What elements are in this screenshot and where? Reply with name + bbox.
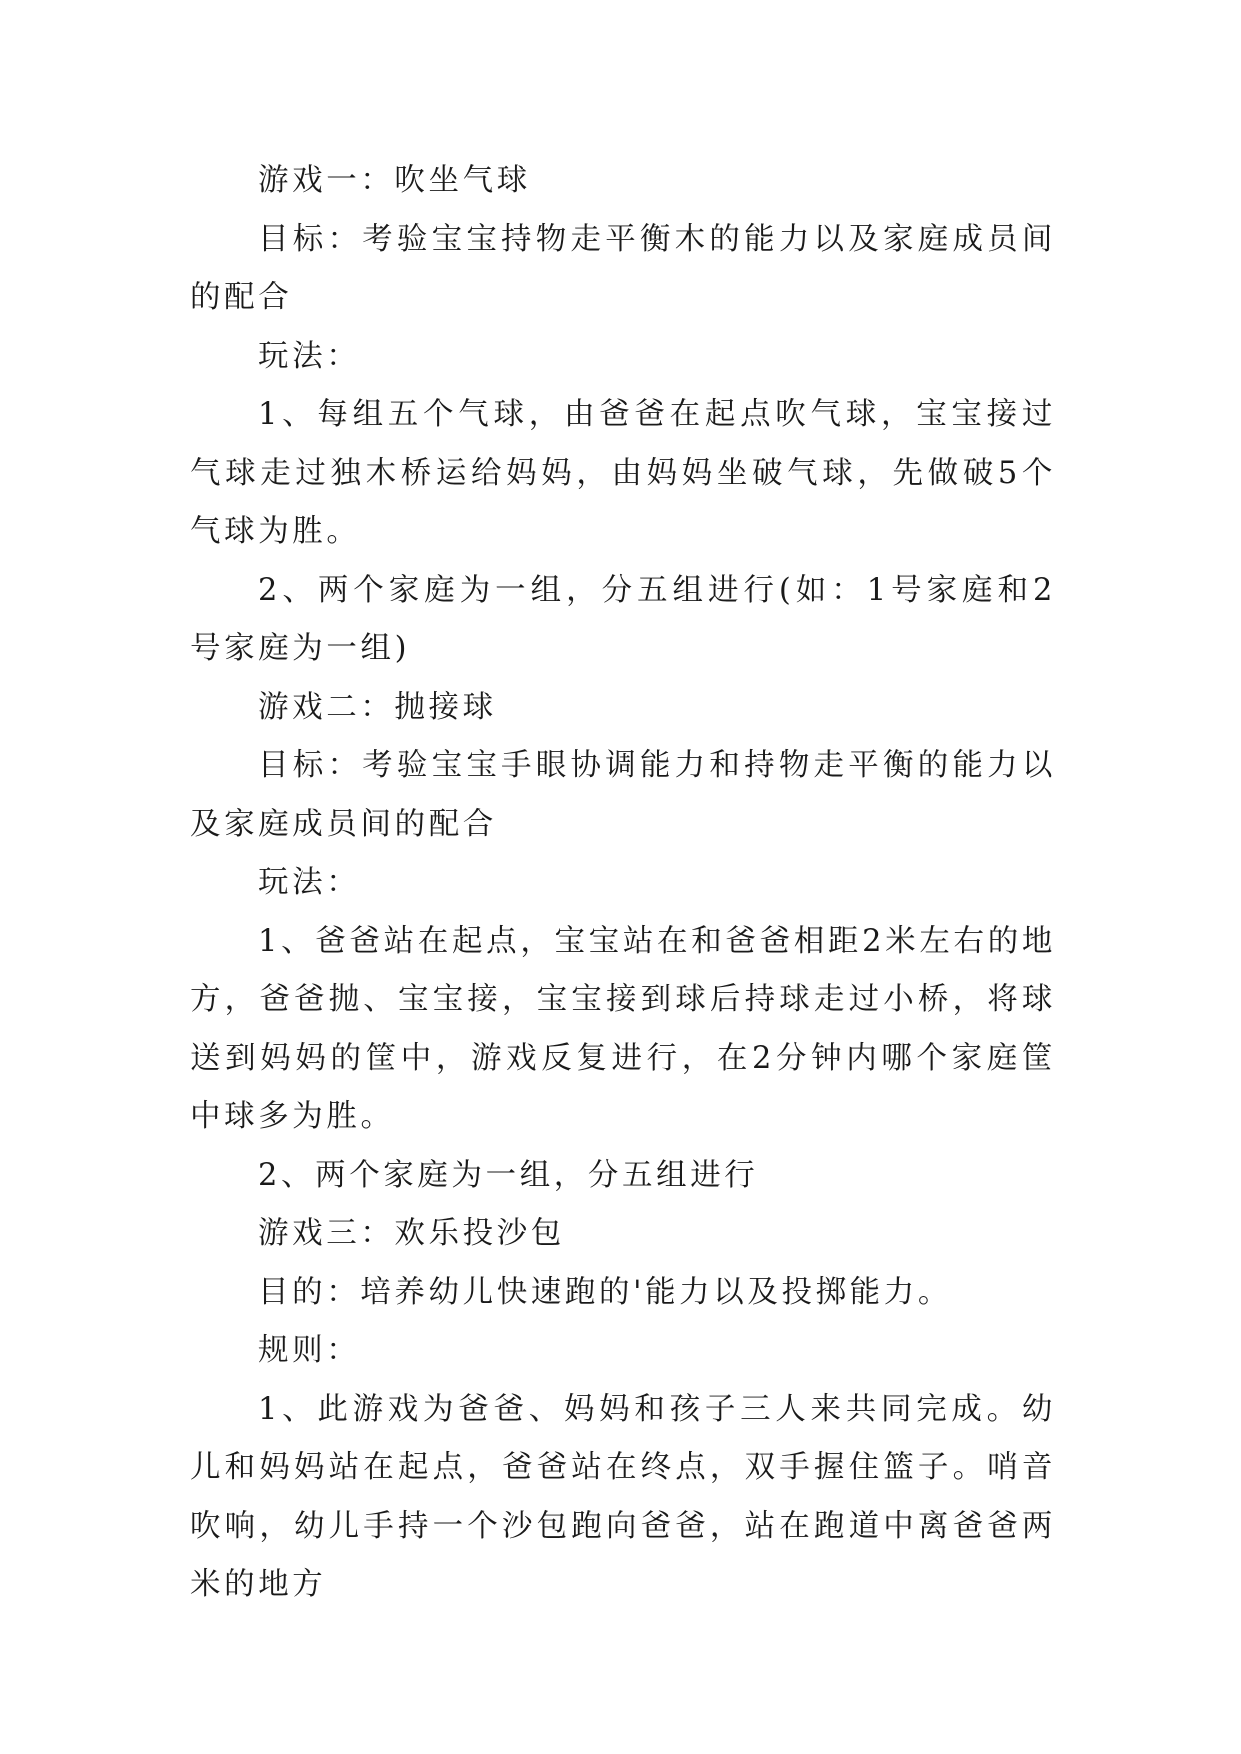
heading-game-2: 游戏二：抛接球 <box>258 689 497 725</box>
game-2-rule-2: 2、两个家庭为一组，分五组进行 <box>258 1157 759 1193</box>
game-1-goal: 目标：考验宝宝持物走平衡木的能力以及家庭成员间的配合 <box>190 221 1056 315</box>
game-3-rules-label: 规则： <box>258 1333 361 1368</box>
game-1-method-label: 玩法： <box>258 338 361 374</box>
game-2-goal: 目标：考验宝宝手眼协调能力和持物走平衡的能力以及家庭成员间的配合 <box>190 748 1056 842</box>
game-3-purpose: 目的：培养幼儿快速跑的'能力以及投掷能力。 <box>258 1274 952 1310</box>
game-1-rule-2: 2、两个家庭为一组，分五组进行(如：1号家庭和2号家庭为一组) <box>190 572 1056 666</box>
game-2-rule-1: 1、爸爸站在起点，宝宝站在和爸爸相距2米左右的地方，爸爸抛、宝宝接，宝宝接到球后持球走过小桥，将球送到妈妈的筐中，游戏反复进行，在2分钟内哪个家庭筐中球多为胜。 <box>190 923 1056 1134</box>
document-body <box>190 152 1056 1615</box>
heading-game-1: 游戏一：吹坐气球 <box>258 163 531 198</box>
game-1-rule-1: 1、每组五个气球，由爸爸在起点吹气球，宝宝接过气球走过独木桥运给妈妈，由妈妈坐破气球，先做破5个气球为胜。 <box>190 397 1056 549</box>
game-2-method-label: 玩法： <box>258 865 361 900</box>
heading-game-3: 游戏三：欢乐投沙包 <box>258 1216 565 1251</box>
game-3-rule-1: 1、此游戏为爸爸、妈妈和孩子三人来共同完成。幼儿和妈妈站在起点，爸爸站在终点，双手握住篮子。哨音吹响，幼儿手持一个沙包跑向爸爸，站在跑道中离爸爸两米的地方 <box>190 1391 1056 1602</box>
